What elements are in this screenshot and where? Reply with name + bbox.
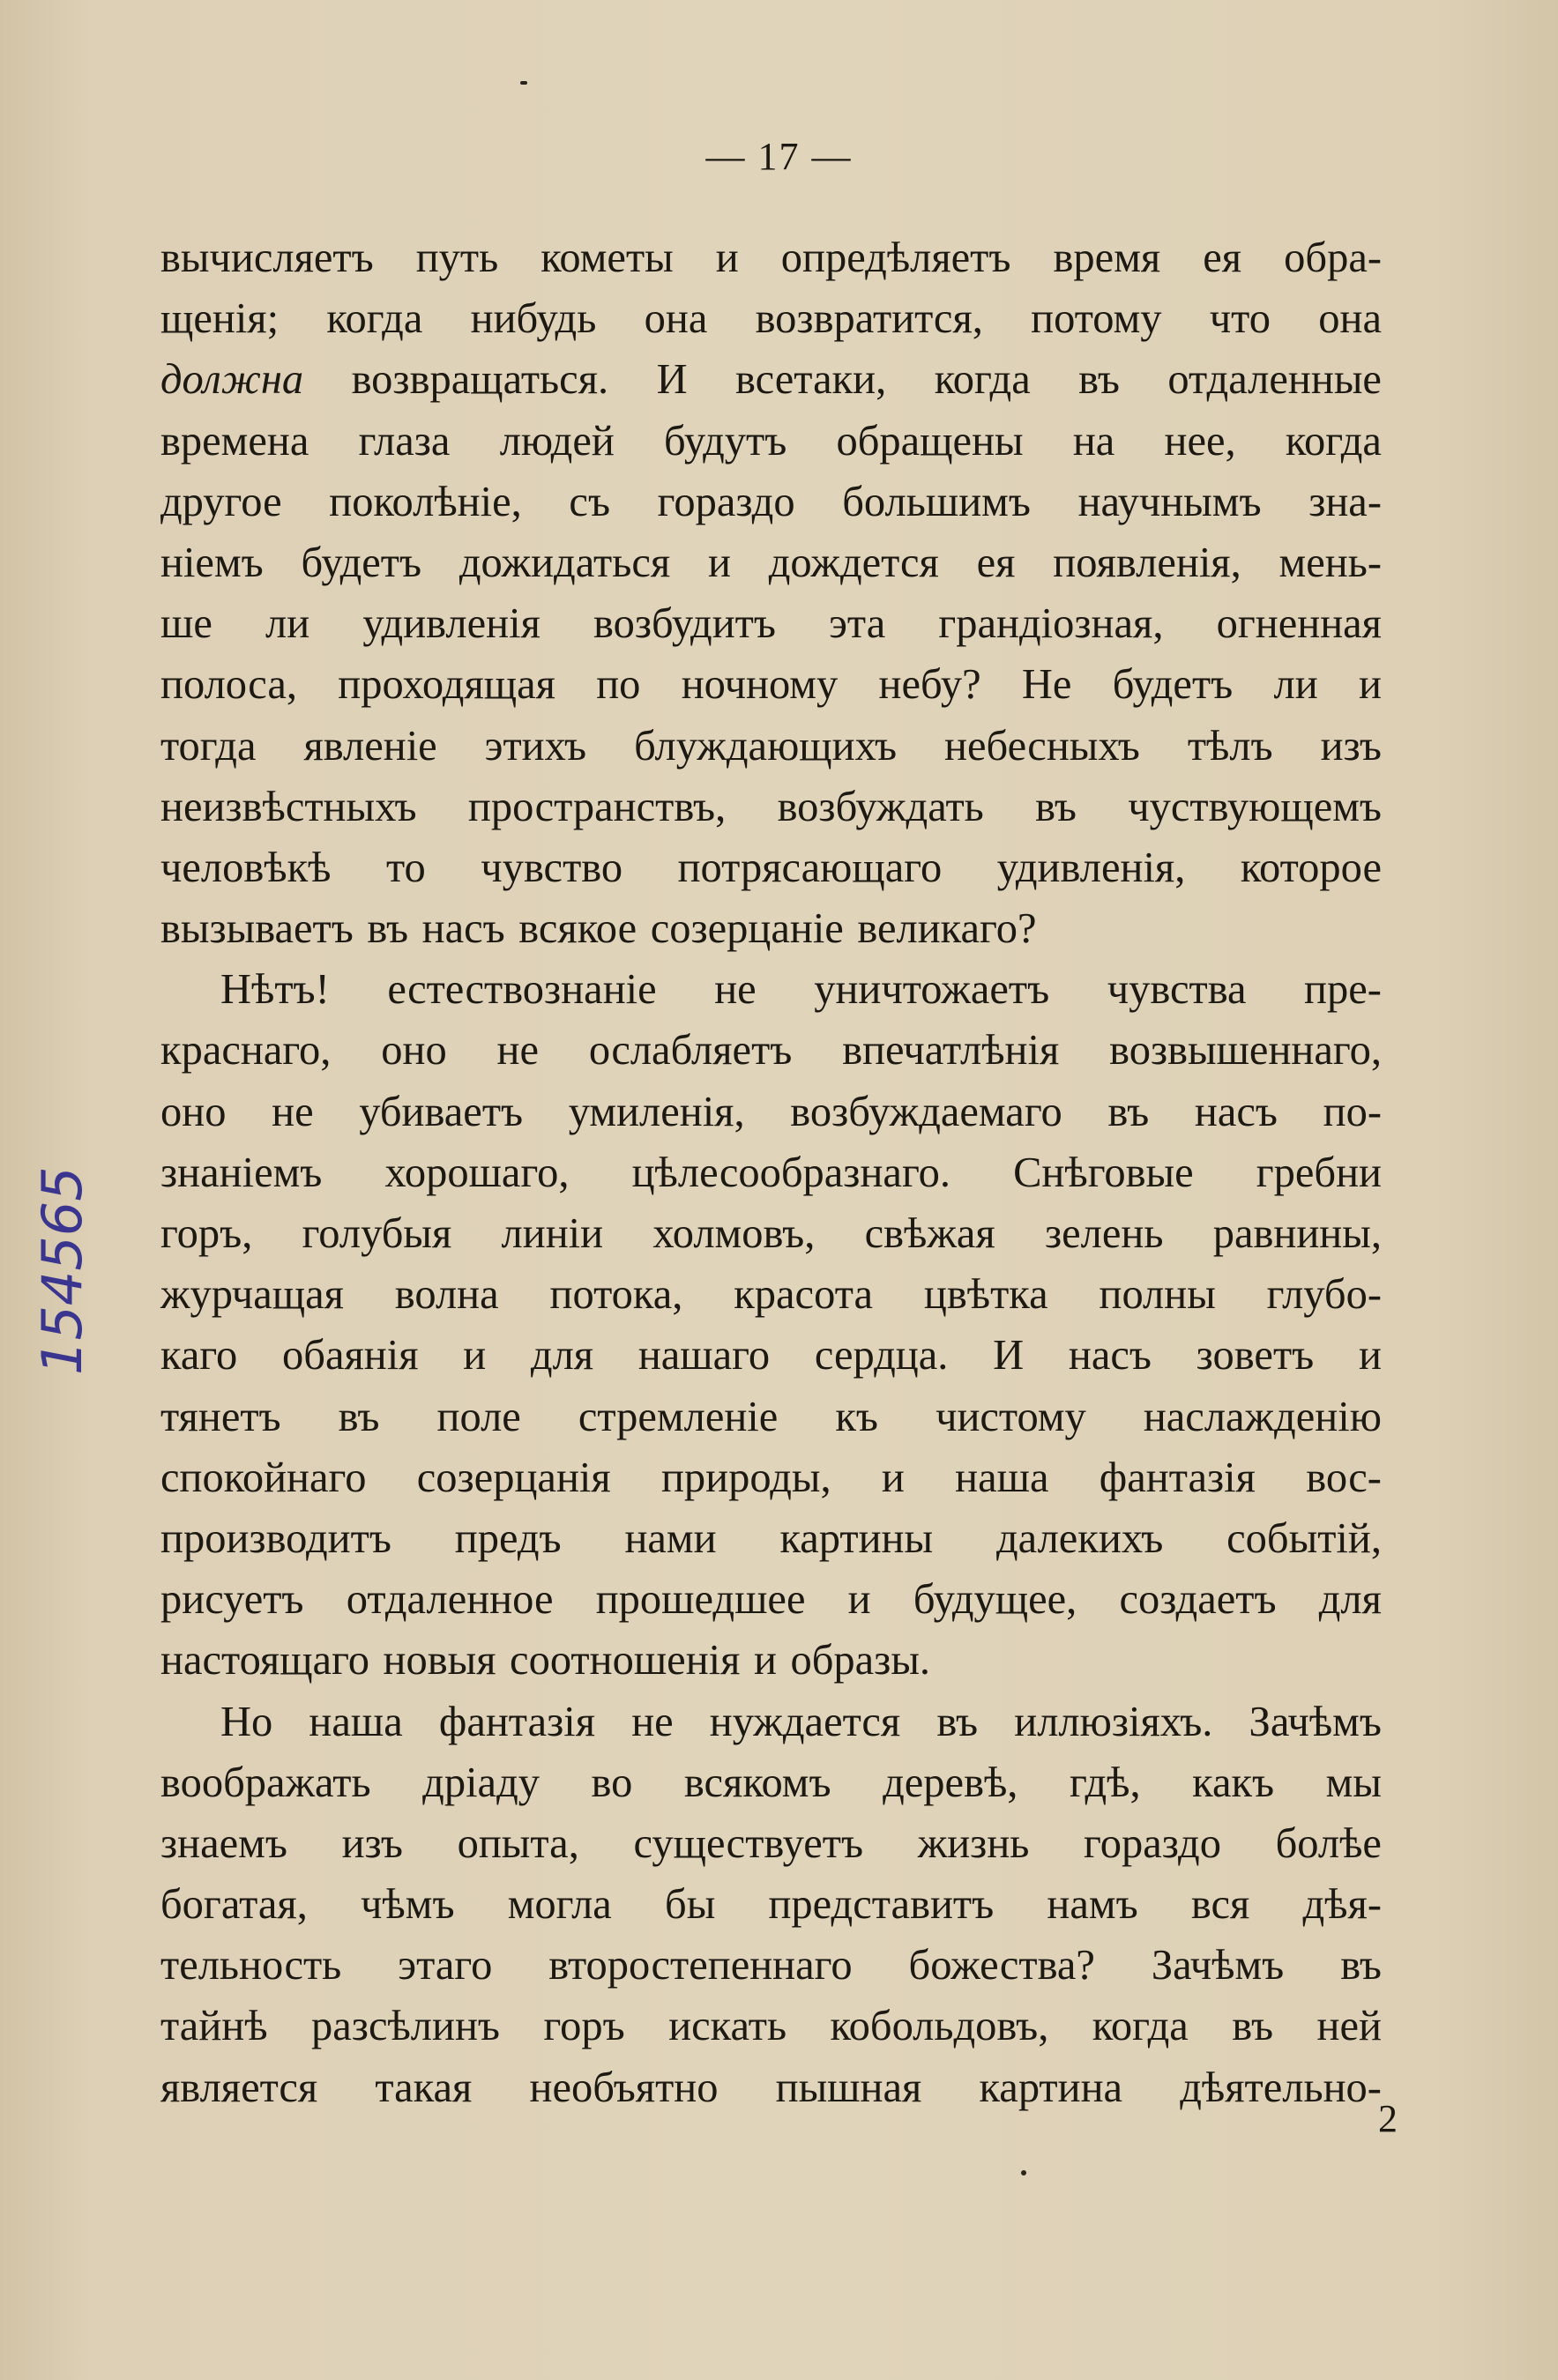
word: такая [375,2064,473,2111]
word: тѣлъ [1187,722,1273,770]
word: гораздо [657,478,795,525]
word: вос- [1306,1454,1382,1501]
word: линіи [501,1210,604,1257]
word: опредѣляетъ [780,234,1011,281]
word: возбуждать [777,783,984,830]
text-line [160,472,1382,532]
word: новыя [383,1637,496,1685]
word: въ [1078,356,1120,404]
word: разсѣлинъ [311,2003,501,2050]
word: опыта, [457,1819,579,1867]
word: нибудь [470,295,597,343]
word: ней [1316,2003,1382,2050]
word: существуетъ [633,1819,864,1867]
word: бы [665,1881,716,1929]
word: тогда [160,722,257,770]
text-line [160,1203,1382,1264]
word: когда [1285,417,1382,465]
word: вызываетъ [160,905,354,953]
text-line [160,777,1382,837]
word: насъ [421,905,505,953]
word: и [715,234,739,281]
word: то [386,844,426,891]
word: болѣе [1275,1819,1382,1867]
word: этаго [398,1942,493,1990]
word: съ [569,478,611,525]
word: фантазія [438,1698,596,1745]
text-line [160,1264,1382,1325]
word: искать [668,2003,787,2050]
word: фантазія [1099,1454,1256,1501]
word: обаянія [282,1332,419,1380]
word: обра- [1284,234,1382,281]
word: вся [1190,1881,1250,1929]
word: и [707,539,731,586]
word: явленіе [303,722,437,770]
word: пышная [775,2064,922,2111]
word: не [272,1088,314,1135]
word: журчащая [160,1271,344,1319]
word: красота [734,1271,874,1319]
word: далекихъ [995,1514,1164,1562]
word: чувство [481,844,623,891]
word: созерцаніе [650,905,844,953]
word: должна [160,356,304,404]
word: Не [1021,661,1072,709]
word: холмовъ, [652,1210,816,1257]
text-line [160,1874,1382,1935]
word: людей [499,417,615,465]
word: пре- [1304,966,1382,1014]
word: богатая, [160,1881,308,1929]
word: создаетъ [1119,1576,1277,1624]
text-line [160,898,1382,959]
word: въ [1340,1942,1382,1990]
word: полоса, [160,661,297,709]
word: другое [160,478,282,525]
word: удивленія, [996,844,1186,891]
word: времена [160,417,309,465]
word: научнымъ [1077,478,1262,525]
text-line [160,1447,1382,1508]
word: знаніемъ [160,1149,323,1196]
word: зна- [1308,478,1382,525]
word: ли [1273,661,1318,709]
word: поле [436,1393,521,1440]
word: И [993,1332,1025,1380]
word: когда [326,295,423,343]
word: каго [160,1332,238,1380]
word: путь [415,234,499,281]
word: глаза [358,417,451,465]
accession-number-icon [35,1084,97,1375]
word: она [1318,295,1382,343]
word: уничтожаетъ [814,966,1050,1014]
word: глубо- [1266,1271,1382,1319]
word: она [644,295,708,343]
word: чѣмъ [361,1881,455,1929]
word: возбуждаемаго [790,1088,1062,1135]
word: отдаленное [346,1576,554,1624]
word: не [714,966,757,1014]
word: насъ [1194,1088,1278,1135]
word: будущее, [913,1576,1077,1624]
word: на [1072,417,1115,465]
text-line [160,1813,1382,1874]
word: отдаленные [1167,356,1382,404]
text-line [160,349,1382,410]
word: знаемъ [160,1819,287,1867]
word: Нѣтъ! [220,966,330,1014]
word: нами [624,1514,717,1562]
text-line [160,1935,1382,1996]
word: возвращаться. [351,356,609,404]
svg-text:154565: 154565 [35,1166,94,1375]
word: стремленіе [578,1393,779,1440]
word: дріаду [422,1759,540,1806]
text-line [160,716,1382,777]
word: голубыя [302,1210,452,1257]
word: человѣкѣ [160,844,332,891]
word: потому [1031,295,1162,343]
word: которое [1240,844,1382,891]
word: изъ [341,1819,403,1867]
word: воображать [160,1759,371,1806]
word: И [656,356,688,404]
word: мы [1325,1759,1382,1806]
word: поколѣніе, [329,478,522,525]
word: небу? [878,661,981,709]
text-line [160,1325,1382,1386]
word: чувства [1107,966,1247,1014]
word: жизнь [917,1819,1030,1867]
word: и [1358,661,1382,709]
word: всякое [518,905,637,953]
text-line [160,1142,1382,1203]
word: картины [779,1514,934,1562]
word: образы. [790,1637,931,1685]
text-line [160,1752,1382,1813]
word: наша [955,1454,1049,1501]
word: удивленія [362,600,540,648]
word: нее, [1164,417,1236,465]
word: потрясающаго [677,844,943,891]
word: рисуетъ [160,1576,304,1624]
text-line [160,959,1382,1020]
word: зелень [1044,1210,1164,1257]
word: тельность [160,1942,342,1990]
word: большимъ [842,478,1031,525]
text-line [160,2057,1382,2118]
word: вычисляетъ [160,234,374,281]
word: оно [381,1027,447,1075]
word: по- [1323,1088,1382,1135]
page-number: — 17 — [705,135,853,178]
word: ослабляетъ [588,1027,793,1075]
word: Зачѣмъ [1151,1942,1285,1990]
word: производитъ [160,1514,391,1562]
word: великаго? [857,905,1037,953]
word: горъ, [160,1210,253,1257]
word: какъ [1192,1759,1275,1806]
word: представитъ [768,1881,995,1929]
word: всякомъ [683,1759,831,1806]
word: въ [338,1393,380,1440]
word: волна [394,1271,499,1319]
word: событій, [1226,1514,1382,1562]
word: и [463,1332,487,1380]
word: второстепеннаго [548,1942,853,1990]
word: ніемъ [160,539,264,586]
word: ночному [681,661,839,709]
word: дѣятельно- [1180,2064,1382,2111]
word: что [1209,295,1271,343]
word: намъ [1047,1881,1138,1929]
word: зоветъ [1196,1332,1315,1380]
word: небесныхъ [944,722,1140,770]
word: не [496,1027,540,1075]
word: равнины, [1212,1210,1382,1257]
word: въ [1107,1088,1150,1135]
word: щенія; [160,295,280,343]
text-line [160,1692,1382,1752]
word: появленія, [1053,539,1241,586]
word: деревѣ, [883,1759,1018,1806]
text-line [160,837,1382,898]
word: дѣя- [1302,1881,1382,1929]
word: Снѣговые [1013,1149,1194,1196]
word: въ [936,1698,979,1745]
print-speck [1021,2170,1026,2175]
word: полны [1099,1271,1216,1319]
word: будетъ [301,539,422,586]
word: будутъ [664,417,787,465]
word: возбудитъ [593,600,776,648]
print-speck [520,81,527,85]
word: возвратится, [755,295,983,343]
word: мень- [1278,539,1382,586]
word: дождется [768,539,939,586]
signature-mark: 2 [1378,2097,1398,2140]
word: ше [160,600,212,648]
text-line [160,593,1382,654]
text-line [160,654,1382,715]
word: тайнѣ [160,2003,268,2050]
word: обращены [836,417,1024,465]
word: время [1053,234,1161,281]
word: въ [1232,2003,1274,2050]
word: краснаго, [160,1027,332,1075]
word: картина [979,2064,1123,2111]
body-text [160,227,1382,2118]
word: и [881,1454,905,1501]
word: оно [160,1088,227,1135]
text-line [160,1508,1382,1569]
word: цѣлесообразнаго. [631,1149,950,1196]
word: иллюзіяхъ. [1014,1698,1213,1745]
word: ея [1203,234,1242,281]
word: всетаки, [735,356,887,404]
word: возвышеннаго, [1109,1027,1382,1075]
word: проходящая [338,661,555,709]
word: огненная [1216,600,1382,648]
word: чистому [936,1393,1086,1440]
word: созерцанія [416,1454,611,1501]
word: умиленія, [568,1088,745,1135]
text-line [160,1996,1382,2056]
word: нашаго [637,1332,771,1380]
word: гораздо [1084,1819,1221,1867]
word: кобольдовъ, [830,2003,1049,2050]
word: цвѣтка [923,1271,1048,1319]
word: изъ [1320,722,1382,770]
word: наша [309,1698,403,1745]
word: эта [829,600,886,648]
word: въ [1035,783,1077,830]
word: дожидаться [458,539,671,586]
word: во [591,1759,633,1806]
word: тянетъ [160,1393,281,1440]
word: наслажденію [1143,1393,1382,1440]
text-line [160,411,1382,472]
word: соотношенія [510,1637,741,1685]
word: насъ [1068,1332,1152,1380]
word: необъятно [529,2064,719,2111]
word: когда [1092,2003,1189,2050]
word: настоящаго [160,1637,370,1685]
word: и [847,1576,871,1624]
word: свѣжая [864,1210,995,1257]
word: будетъ [1112,661,1234,709]
word: для [530,1332,594,1380]
text-line [160,532,1382,593]
word: сердца. [814,1332,949,1380]
word: могла [507,1881,612,1929]
word: спокойнаго [160,1454,367,1501]
text-line [160,1569,1382,1630]
word: по [596,661,641,709]
text-line [160,1082,1382,1142]
word: убиваетъ [359,1088,524,1135]
word: чуствующемъ [1128,783,1382,830]
word: горъ [543,2003,625,2050]
word: блуждающихъ [634,722,898,770]
word: предъ [454,1514,562,1562]
word: и [753,1637,777,1685]
word: природы, [660,1454,831,1501]
word: когда [934,356,1031,404]
word: потока, [549,1271,683,1319]
word: этихъ [484,722,587,770]
text-line [160,288,1382,349]
word: впечатлѣнія [842,1027,1060,1075]
word: Но [220,1698,273,1745]
word: ея [976,539,1016,586]
word: естествознаніе [387,966,657,1014]
word: кометы [540,234,674,281]
word: ли [265,600,310,648]
word: въ [367,905,409,953]
word: гребни [1256,1149,1382,1196]
word: Зачѣмъ [1249,1698,1382,1745]
word: не [631,1698,674,1745]
text-line [160,227,1382,288]
word: грандіозная, [938,600,1164,648]
text-line [160,1387,1382,1447]
word: божества? [908,1942,1095,1990]
accession-stamp [35,1084,97,1375]
word: къ [835,1393,879,1440]
word: нуждается [709,1698,901,1745]
word: пространствъ, [467,783,727,830]
word: неизвѣстныхъ [160,783,417,830]
word: гдѣ, [1069,1759,1141,1806]
word: и [1358,1332,1382,1380]
text-line [160,1630,1382,1691]
word: является [160,2064,318,2111]
word: прошедшее [595,1576,806,1624]
word: для [1318,1576,1382,1624]
word: хорошаго, [384,1149,570,1196]
text-line [160,1020,1382,1081]
